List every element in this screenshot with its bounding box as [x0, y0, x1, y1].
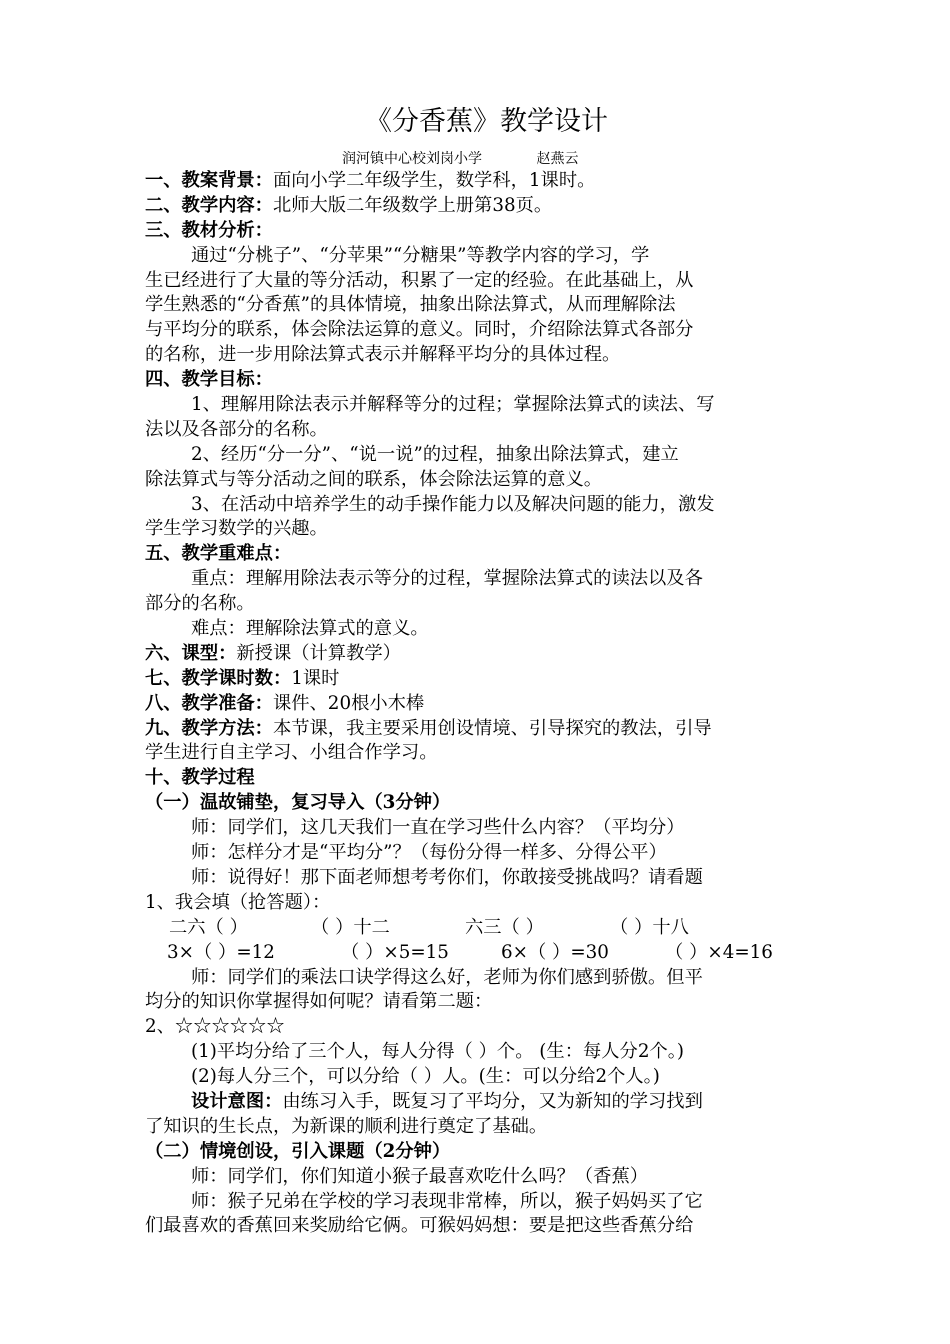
text-line: [145, 418, 810, 443]
fill-item: 3×（ ）=12: [167, 941, 275, 963]
text-line: [145, 567, 810, 592]
text-line: [145, 1015, 810, 1040]
paragraph-text: (2)每人分三个，可以分给（ ）人。(生：可以分给2个人。): [191, 1066, 660, 1088]
section-heading: 五、教学重难点：: [145, 543, 292, 565]
text-line: [145, 542, 810, 567]
section-heading: （二）情境创设，引入课题（2分钟）: [145, 1140, 451, 1162]
paragraph-text: 北师大版二年级数学上册第38页。: [272, 194, 553, 216]
text-line: [145, 318, 810, 343]
author-line: [145, 149, 810, 169]
document-body-part1: [145, 169, 810, 916]
paragraph-text: 重点：理解用除法表示等分的过程，掌握除法算式的读法以及各: [191, 568, 703, 590]
fill-row: [145, 941, 810, 966]
paragraph-text: 师：同学们，你们知道小猴子最喜欢吃什么吗？（香蕉）: [191, 1165, 649, 1187]
paragraph-text: 们最喜欢的香蕉回来奖励给它俩。可猴妈妈想：要是把这些香蕉分给: [145, 1215, 694, 1237]
text-line: [145, 517, 810, 542]
text-line: [145, 343, 810, 368]
text-line: [145, 194, 810, 219]
paragraph-text: 师：猴子兄弟在学校的学习表现非常棒，所以，猴子妈妈买了它: [191, 1190, 703, 1212]
paragraph-text: 2、经历“分一分”、“说一说”的过程，抽象出除法算式，建立: [191, 443, 679, 465]
paragraph-text: 2、☆☆☆☆☆☆: [145, 1016, 285, 1038]
paragraph-text: 师：同学们，这几天我们一直在学习些什么内容？（平均分）: [191, 817, 685, 839]
text-line: [145, 219, 810, 244]
section-heading: 七、教学课时数：: [145, 667, 292, 689]
text-line: [145, 1165, 810, 1190]
paragraph-text: 通过“分桃子”、“分苹果”“分糖果”等教学内容的学习，学: [191, 244, 650, 266]
fill-item: （ ）×5=15: [341, 941, 449, 963]
paragraph-text: 与平均分的联系，体会除法运算的意义。同时，介绍除法算式各部分: [145, 319, 694, 341]
text-line: [145, 642, 810, 667]
paragraph-text: 面向小学二年级学生，数学科，1课时。: [272, 170, 596, 191]
section-heading: 八、教学准备：: [145, 692, 273, 714]
text-line: [145, 717, 810, 742]
paragraph-text: 学生学习数学的兴趣。: [145, 518, 328, 540]
text-line: [145, 293, 810, 318]
paragraph-text: 难点：理解除法算式的意义。: [191, 618, 429, 640]
paragraph-text: 3、在活动中培养学生的动手操作能力以及解决问题的能力，激发: [191, 493, 715, 515]
text-line: [145, 1140, 810, 1165]
paragraph-text: 了知识的生长点，为新课的顺利进行奠定了基础。: [145, 1115, 548, 1137]
fill-item: 六三（ ）: [465, 916, 544, 938]
text-line: [145, 841, 810, 866]
text-line: [145, 667, 810, 692]
section-heading: 十、教学过程: [145, 767, 255, 789]
text-line: [145, 493, 810, 518]
text-line: [145, 1090, 810, 1115]
paragraph-text: 学生熟悉的“分香蕉”的具体情境，抽象出除法算式，从而理解除法: [145, 294, 676, 316]
paragraph-text: 本节课，我主要采用创设情境、引导探究的教法，引导: [272, 717, 712, 739]
section-heading: 九、教学方法：: [145, 717, 273, 739]
fill-item: 6×（ ）=30: [501, 941, 609, 963]
text-line: [145, 1214, 810, 1239]
text-line: [145, 766, 810, 791]
section-heading: 六、课型：: [145, 642, 237, 664]
text-line: [145, 1065, 810, 1090]
paragraph-text: 新授课（计算教学）: [236, 642, 401, 664]
text-line: [145, 592, 810, 617]
document-title: 《分香蕉》教学设计: [365, 106, 608, 137]
text-line: [145, 1115, 810, 1140]
paragraph-text: 除法算式与等分活动之间的联系，体会除法运算的意义。: [145, 468, 603, 490]
paragraph-text: 师：同学们的乘法口诀学得这么好，老师为你们感到骄傲。但平: [191, 966, 703, 988]
document-page: [145, 105, 810, 1239]
paragraph-text: 生已经进行了大量的等分活动，积累了一定的经验。在此基础上，从: [145, 269, 694, 291]
fill-in-exercise: [145, 916, 810, 966]
paragraph-text: 部分的名称。: [145, 593, 255, 615]
fill-item: （ ）十二: [311, 916, 390, 938]
fill-item: （ ）十八: [610, 916, 689, 938]
paragraph-text: 1、理解用除法表示并解释等分的过程；掌握除法算式的读法、写: [191, 394, 715, 416]
section-heading: 四、教学目标：: [145, 369, 273, 391]
text-line: [145, 393, 810, 418]
text-line: [145, 866, 810, 891]
text-line: [145, 1040, 810, 1065]
paragraph-text: 法以及各部分的名称。: [145, 418, 328, 440]
section-heading: 设计意图：: [191, 1090, 283, 1112]
text-line: [145, 891, 810, 916]
paragraph-text: 的名称，进一步用除法算式表示并解释平均分的具体过程。: [145, 344, 621, 366]
text-line: [145, 816, 810, 841]
paragraph-text: 由练习入手，既复习了平均分，又为新知的学习找到: [282, 1090, 703, 1112]
text-line: [145, 244, 810, 269]
author-school: 润河镇中心校刘岗小学: [342, 151, 482, 167]
text-line: [145, 741, 810, 766]
text-line: [145, 468, 810, 493]
text-line: [145, 368, 810, 393]
text-line: [145, 692, 810, 717]
paragraph-text: (1)平均分给了三个人，每人分得（ ）个。 (生：每人分2个。): [191, 1041, 685, 1063]
author-name: 赵燕云: [536, 151, 579, 167]
paragraph-text: 均分的知识你掌握得如何呢？请看第二题：: [145, 991, 493, 1013]
section-heading: 二、教学内容：: [145, 194, 273, 216]
text-line: [145, 966, 810, 991]
text-line: [145, 169, 810, 194]
text-line: [145, 1190, 810, 1215]
paragraph-text: 师：怎样分才是“平均分”？（每份分得一样多、分得公平）: [191, 842, 667, 864]
document-body-part2: [145, 966, 810, 1240]
text-line: [145, 990, 810, 1015]
text-line: [145, 617, 810, 642]
section-heading: （一）温故铺垫，复习导入（3分钟）: [145, 792, 451, 814]
paragraph-text: 课件、20根小木棒: [272, 692, 425, 714]
paragraph-text: 1、我会填（抢答题）：: [145, 891, 331, 913]
paragraph-text: 1课时: [291, 667, 340, 689]
fill-item: 二六（ ）: [169, 916, 248, 938]
text-line: [145, 269, 810, 294]
paragraph-text: 学生进行自主学习、小组合作学习。: [145, 742, 438, 764]
section-heading: 一、教案背景：: [145, 170, 273, 191]
fill-item: （ ）×4=16: [665, 941, 773, 963]
paragraph-text: 师：说得好！那下面老师想考考你们，你敢接受挑战吗？请看题: [191, 866, 703, 888]
text-line: [145, 791, 810, 816]
text-line: [145, 443, 810, 468]
fill-row: [145, 916, 810, 941]
section-heading: 三、教材分析：: [145, 219, 273, 241]
